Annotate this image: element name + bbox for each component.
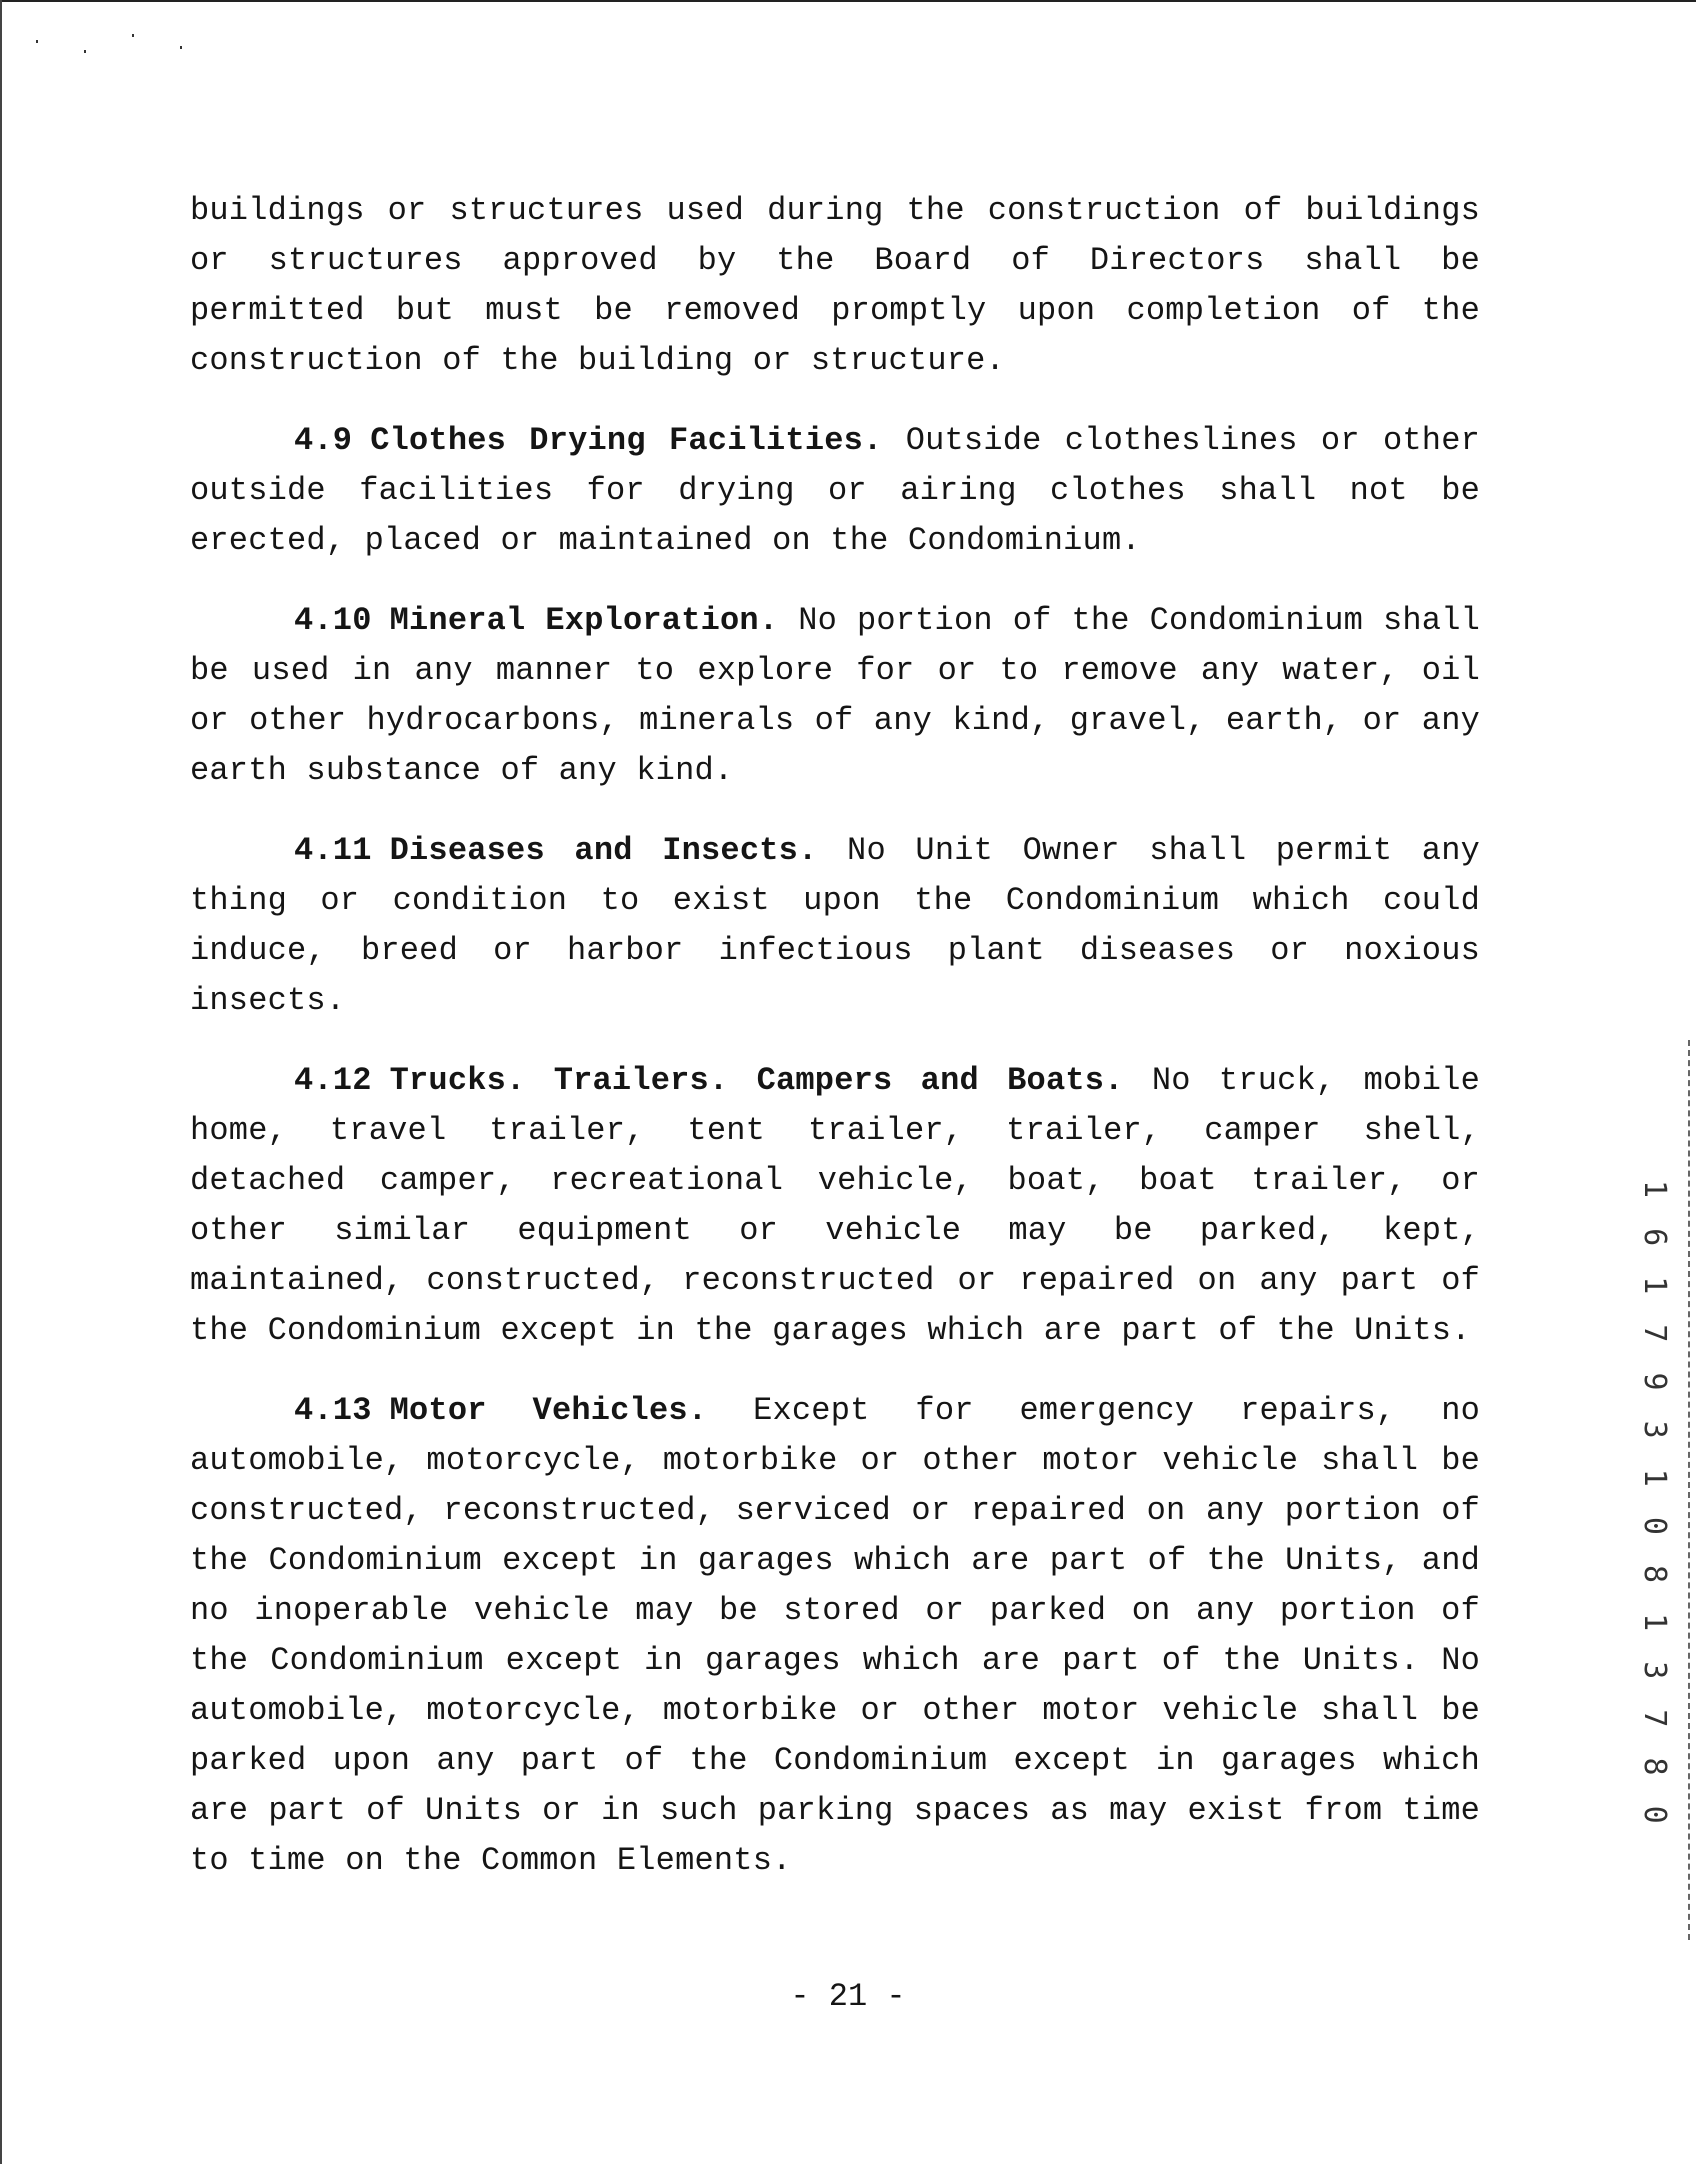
section-title: Mineral Exploration. bbox=[389, 602, 779, 639]
section-number: 4.13 bbox=[294, 1392, 372, 1429]
paragraph-text: Outside clotheslines or other outside facilities for drying or airing clothes shall not be erected, placed or maintained on the Condominium. bbox=[190, 422, 1481, 559]
section-number: 4.10 bbox=[294, 602, 372, 639]
scan-top-edge bbox=[0, 0, 1696, 2]
document-body bbox=[190, 186, 1480, 1916]
section-4-13 bbox=[190, 1386, 1480, 1886]
section-4-12 bbox=[190, 1056, 1480, 1356]
paragraph-text: No truck, mobile home, travel trailer, tent trailer, trailer, camper shell, detached camper, recreational vehicle, boat, boat trailer, or other similar equipment or vehicle may be parked, kept, maintained, constructed, reconstructed or repaired on any part of the Condominium except in the garages which are part of the Units. bbox=[190, 1062, 1481, 1349]
section-title: Motor Vehicles. bbox=[389, 1392, 708, 1429]
section-title: Trucks. Trailers. Campers and Boats. bbox=[389, 1062, 1124, 1099]
section-title: Clothes Drying Facilities. bbox=[370, 422, 883, 459]
section-title: Diseases and Insects. bbox=[389, 832, 818, 869]
section-number: 4.9 bbox=[294, 422, 353, 459]
section-heading bbox=[294, 602, 778, 639]
section-heading bbox=[294, 422, 882, 459]
page-number: - 21 - bbox=[790, 1978, 906, 2015]
margin-recording-stamp bbox=[1636, 1180, 1672, 1930]
section-4-10 bbox=[190, 596, 1480, 796]
section-heading bbox=[294, 1062, 1124, 1099]
paragraph-text: No Unit Owner shall permit any thing or condition to exist upon the Condominium which could induce, breed or harbor infectious plant diseases or noxious insects. bbox=[190, 832, 1481, 1019]
margin-stamp-text: 1 6 1 7 9 3 1 0 8 1 3 7 8 0 bbox=[1637, 1180, 1672, 1830]
scan-left-edge bbox=[0, 0, 2, 2164]
paragraph-text: No portion of the Condominium shall be used in any manner to explore for or to remove any water, oil or other hydrocarbons, minerals of any kind, gravel, earth, or any earth substance of any kind. bbox=[190, 602, 1481, 789]
section-number: 4.12 bbox=[294, 1062, 372, 1099]
paragraph-continuation bbox=[190, 186, 1480, 386]
section-heading bbox=[294, 1392, 707, 1429]
margin-dashed-rule bbox=[1688, 1040, 1690, 1940]
section-number: 4.11 bbox=[294, 832, 372, 869]
section-4-11 bbox=[190, 826, 1480, 1026]
section-heading bbox=[294, 832, 817, 869]
paragraph-text: buildings or structures used during the construction of buildings or structures approved by the Board of Directors shall be permitted but must be removed promptly upon completion of the construction of the building or structure. bbox=[190, 192, 1480, 379]
section-4-9 bbox=[190, 416, 1480, 566]
paragraph-text: Except for emergency repairs, no automobile, motorcycle, motorbike or other motor vehicle shall be constructed, reconstructed, serviced or repaired on any portion of the Condominium except in garages which are part of the Units, and no inoperable vehicle may be stored or parked on any portion of the Condominium except in garages which are part of the Units. No automobile, motorcycle, motorbike or other motor vehicle shall be parked upon any part of the Condominium except in garages which are part of Units or in such parking spaces as may exist from time to time on the Common Elements. bbox=[190, 1392, 1481, 1879]
